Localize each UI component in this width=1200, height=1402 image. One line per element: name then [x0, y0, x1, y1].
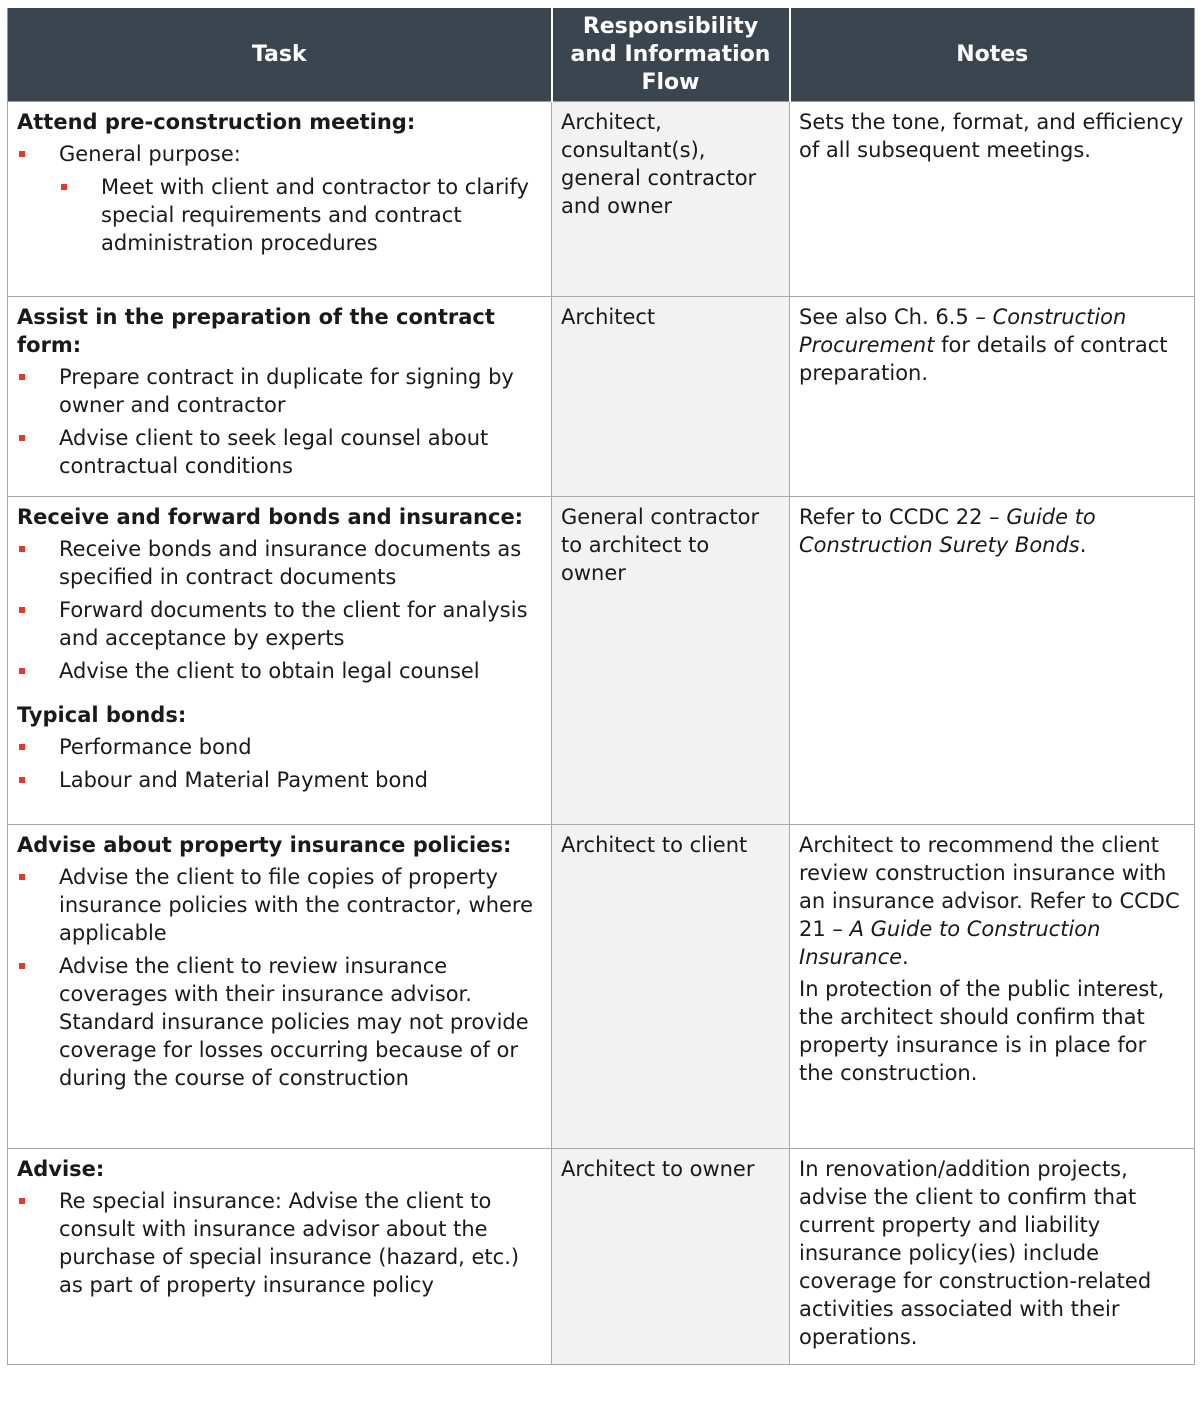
list-item: [17, 863, 542, 947]
square-bullet-icon: [19, 435, 25, 441]
square-bullet-icon: [61, 184, 67, 190]
notes-cell: Sets the tone, format, and efficiency of all subsequent meetings.: [790, 102, 1195, 297]
list-item-text: Receive bonds and insurance documents as specified in contract documents: [59, 537, 522, 589]
square-bullet-icon: [19, 374, 25, 380]
responsibility-cell: Architect, consultant(s), general contractor and owner: [552, 102, 790, 297]
task-title: Attend pre-construction meeting:: [17, 110, 416, 134]
notes-paragraph-second: In protection of the public interest, the architect should confirm that property insurance is in place for the construction.: [799, 977, 1165, 1085]
task-cell: [8, 1149, 552, 1365]
responsibility-cell: Architect to client: [552, 825, 790, 1149]
square-bullet-icon: [19, 777, 25, 783]
notes-cell: In renovation/addition projects, advise the client to confirm that current property and liability insurance policy(ies) include coverage for construction-related activities associated with their operations.: [790, 1149, 1195, 1365]
list-item-text: Performance bond: [59, 735, 252, 759]
list-item: [17, 424, 542, 480]
notes-paragraph: [799, 831, 1185, 971]
list-item: [17, 596, 542, 652]
responsibility-cell: Architect to owner: [552, 1149, 790, 1365]
notes-text: Refer to CCDC 22 –: [799, 505, 1007, 529]
list-item-text: Advise client to seek legal counsel about contractual conditions: [59, 426, 489, 478]
list-item: [17, 952, 542, 1092]
notes-text: Architect to recommend the client review construction insurance with an insurance advisor. Refer to CCDC 21 –: [799, 833, 1180, 941]
list-item-text: Forward documents to the client for analysis and acceptance by experts: [59, 598, 528, 650]
list-item: [17, 733, 542, 761]
list-item-text: Advise the client to file copies of property insurance policies with the contractor, where applicable: [59, 865, 534, 945]
list-item: [17, 535, 542, 591]
notes-cell: [790, 297, 1195, 497]
list-item-text: Advise the client to review insurance coverages with their insurance advisor. Standard insurance policies may not provide coverage for losses occurring because of or during the course of construction: [59, 954, 529, 1090]
responsibility-cell: General contractor to architect to owner: [552, 497, 790, 825]
table-row: [8, 497, 1195, 825]
responsibility-cell: Architect: [552, 297, 790, 497]
contract-administration-table: [7, 8, 1195, 1365]
list-item-text: Re special insurance: Advise the client to consult with insurance advisor about the purchase of special insurance (hazard, etc.) as part of property insurance policy: [59, 1189, 520, 1297]
task-bullet-list: [17, 140, 542, 168]
notes-text: See also Ch. 6.5 –: [799, 305, 993, 329]
typical-bonds-title: Typical bonds:: [17, 703, 187, 727]
list-item: [17, 363, 542, 419]
typical-bonds-list: [17, 733, 542, 794]
task-title: Receive and forward bonds and insurance:: [17, 505, 524, 529]
list-item: [17, 173, 542, 257]
notes-cell: [790, 825, 1195, 1149]
table-row: [8, 297, 1195, 497]
square-bullet-icon: [19, 151, 25, 157]
notes-reference-title: Guide to Construction Surety Bonds: [799, 505, 1096, 557]
task-cell: [8, 497, 552, 825]
table-row: [8, 102, 1195, 297]
table-row: [8, 825, 1195, 1149]
square-bullet-icon: [19, 1198, 25, 1204]
task-title: Advise about property insurance policies:: [17, 833, 512, 857]
task-cell: [8, 102, 552, 297]
notes-cell: [790, 497, 1195, 825]
header-notes: Notes: [790, 8, 1195, 102]
notes-reference-title: A Guide to Construction Insurance: [799, 917, 1101, 969]
square-bullet-icon: [19, 744, 25, 750]
task-title: Advise:: [17, 1157, 105, 1181]
list-item: [17, 766, 542, 794]
task-bullet-list: [17, 535, 542, 685]
task-bullet-list: [17, 863, 542, 1092]
list-item-text: Advise the client to obtain legal counsel: [59, 659, 480, 683]
list-item-text: Labour and Material Payment bond: [59, 768, 428, 792]
task-cell: [8, 297, 552, 497]
nested-bullet-list: [17, 173, 542, 257]
list-item-text: General purpose:: [59, 142, 241, 166]
square-bullet-icon: [19, 668, 25, 674]
header-row: [8, 8, 1195, 102]
square-bullet-icon: [19, 874, 25, 880]
notes-reference-title: Construction Procurement: [799, 305, 1127, 357]
square-bullet-icon: [19, 546, 25, 552]
list-item: [17, 140, 542, 168]
list-item-text: Meet with client and contractor to clarify special requirements and contract administration procedures: [101, 175, 529, 255]
square-bullet-icon: [19, 963, 25, 969]
notes-text-end: .: [902, 945, 909, 969]
list-item-text: Prepare contract in duplicate for signing by owner and contractor: [59, 365, 514, 417]
task-bullet-list: [17, 363, 542, 480]
notes-text-end: for details of contract preparation.: [799, 333, 1168, 385]
list-item: [17, 1187, 542, 1299]
task-cell: [8, 825, 552, 1149]
task-title: Assist in the preparation of the contract form:: [17, 305, 495, 357]
task-bullet-list: [17, 1187, 542, 1299]
notes-text-end: .: [1079, 533, 1087, 557]
table-row: [8, 1149, 1195, 1365]
square-bullet-icon: [19, 607, 25, 613]
header-responsibility: [552, 8, 790, 102]
header-responsibility-label: Responsibility and Information Flow: [570, 13, 771, 95]
header-task: Task: [8, 8, 552, 102]
list-item: [17, 657, 542, 685]
